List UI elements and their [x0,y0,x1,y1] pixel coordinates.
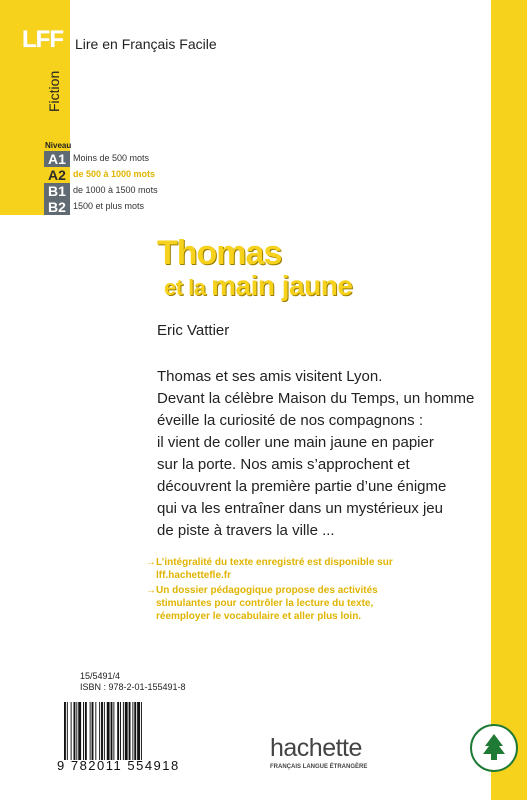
level-code: A2 [44,167,70,183]
barcode-digits: 9 782011 554918 [57,758,180,773]
level-row-b1 [44,183,244,199]
reference-code: 15/5491/4 [80,671,121,681]
note-item [146,556,486,582]
note-line: Un dossier pédagogique propose des activités [156,585,378,596]
note-line: lff.hachettefle.fr [156,570,232,581]
publisher-subtitle: FRANÇAIS LANGUE ÉTRANGÈRE [270,764,368,770]
arrow-right-icon: → [146,585,156,596]
tree-icon [470,724,518,772]
book-title-line2 [164,270,352,302]
note-line: L’intégralité du texte enregistré est disponible sur [156,557,393,568]
series-title: Lire en Français Facile [75,36,217,52]
level-row-a2 [44,167,244,183]
blurb-line: qui va les entraîner dans un mystérieux jeu [157,500,443,517]
level-description: 1500 et plus mots [73,201,145,211]
book-title-main: main jaune [211,270,353,301]
level-row-a1 [44,151,244,167]
arrow-right-icon: → [146,557,156,568]
notes-list [146,556,486,625]
blurb-line: éveille la curiosité de nos compagnons : [157,412,423,429]
note-line: réemployer le vocabulaire et aller plus loin. [156,611,362,622]
level-description: de 500 à 1000 mots [73,169,156,179]
level-heading: Niveau [45,141,72,150]
genre-label: Fiction [46,70,62,112]
level-code: A1 [44,151,70,167]
book-codes [80,671,186,693]
barcode-bars [62,702,182,760]
book-title-connector: et la [164,275,212,300]
level-row-b2 [44,199,244,215]
lff-logo: LFF [22,26,63,53]
blurb-line: découvrent la première partie d’une énigme [157,478,447,495]
level-description: Moins de 500 mots [73,153,150,163]
level-code: B1 [44,183,70,199]
blurb-line: de piste à travers la ville ... [157,522,335,539]
blurb-line: Devant la célèbre Maison du Temps, un homme [157,390,475,407]
publisher-logo: hachette [270,734,362,762]
right-yellow-band [491,0,527,800]
blurb-line: sur la porte. Nos amis s’approchent et [157,456,410,473]
isbn-code: ISBN : 978-2-01-155491-8 [80,682,186,692]
author-name: Eric Vattier [157,322,230,339]
barcode [57,702,182,773]
blurb-line: il vient de coller une main jaune en papier [157,434,434,451]
level-description: de 1000 à 1500 mots [73,185,158,195]
blurb-line: Thomas et ses amis visitent Lyon. [157,368,383,385]
book-title-line1: Thomas [157,234,282,272]
level-code: B2 [44,199,70,215]
note-item [146,584,486,623]
book-blurb [157,366,487,542]
note-line: stimulantes pour contrôler la lecture du texte, [156,598,374,609]
